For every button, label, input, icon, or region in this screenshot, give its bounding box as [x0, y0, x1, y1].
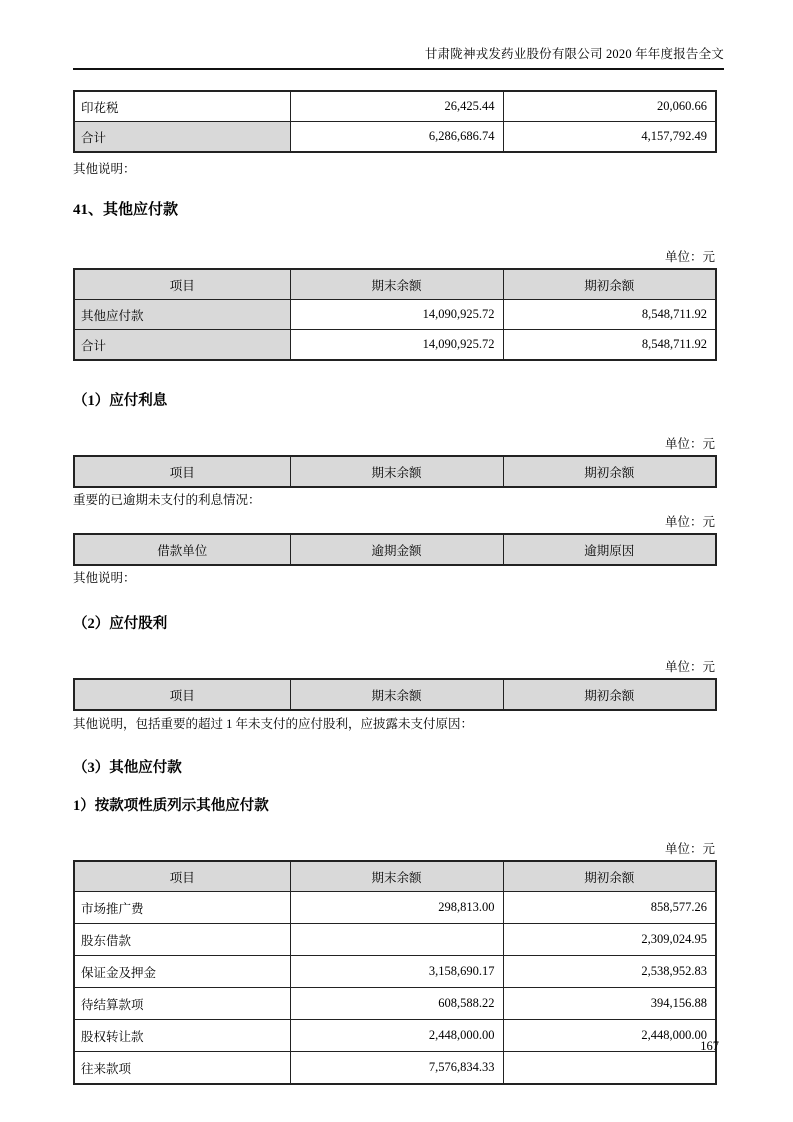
row-opening-cell: 8,548,711.92 — [503, 330, 716, 361]
row-closing-cell: 14,090,925.72 — [290, 330, 503, 361]
row-closing-cell: 2,448,000.00 — [290, 1020, 503, 1052]
row-closing-cell: 6,286,686.74 — [290, 122, 503, 153]
table-row-total — [74, 122, 716, 153]
table-row — [74, 892, 716, 924]
col-opening-header: 期初余额 — [503, 269, 716, 300]
row-closing-cell: 7,576,834.33 — [290, 1052, 503, 1085]
section-41-heading: 41、其他应付款 — [73, 202, 179, 218]
table-row — [74, 956, 716, 988]
row-item-cell: 待结算款项 — [74, 988, 290, 1020]
interest-payable-table — [73, 455, 717, 488]
table-header-row — [74, 269, 716, 300]
row-item-cell: 市场推广费 — [74, 892, 290, 924]
table-header-row — [74, 456, 716, 487]
col-opening-header: 期初余额 — [503, 679, 716, 710]
col-item-header: 项目 — [74, 861, 290, 892]
tax-summary-table — [73, 90, 717, 153]
other-notes-label: 其他说明： — [73, 571, 136, 585]
section-41-3-heading: （3）其他应付款 — [73, 760, 182, 776]
table-row — [74, 1020, 716, 1052]
overdue-interest-table — [73, 533, 717, 566]
dividend-note: 其他说明，包括重要的超过 1 年未支付的应付股利，应披露未支付原因： — [73, 717, 474, 731]
row-item-cell: 其他应付款 — [74, 300, 290, 330]
col-overdue-reason-header: 逾期原因 — [503, 534, 716, 565]
row-item-cell: 股东借款 — [74, 924, 290, 956]
row-opening-cell: 4,157,792.49 — [503, 122, 716, 153]
other-payables-summary-table — [73, 268, 717, 361]
col-borrower-header: 借款单位 — [74, 534, 290, 565]
unit-label: 单位：元 — [664, 250, 715, 264]
row-opening-cell: 2,538,952.83 — [503, 956, 716, 988]
col-closing-header: 期末余额 — [290, 861, 503, 892]
unit-label: 单位：元 — [664, 437, 715, 451]
row-item-cell: 合计 — [74, 122, 290, 153]
other-notes-label: 其他说明： — [73, 162, 136, 176]
col-opening-header: 期初余额 — [503, 861, 716, 892]
other-payables-by-nature-table — [73, 860, 717, 1085]
page-content — [73, 0, 724, 1085]
table-header-row — [74, 679, 716, 710]
row-item-cell: 印花税 — [74, 91, 290, 122]
row-opening-cell: 2,448,000.00 — [503, 1020, 716, 1052]
section-41-3-1-heading: 1）按款项性质列示其他应付款 — [73, 798, 269, 814]
row-closing-cell: 608,588.22 — [290, 988, 503, 1020]
overdue-interest-note: 重要的已逾期未支付的利息情况： — [73, 493, 261, 507]
col-item-header: 项目 — [74, 679, 290, 710]
row-opening-cell: 2,309,024.95 — [503, 924, 716, 956]
col-overdue-amount-header: 逾期金额 — [290, 534, 503, 565]
col-item-header: 项目 — [74, 269, 290, 300]
row-item-cell: 合计 — [74, 330, 290, 361]
row-closing-cell: 298,813.00 — [290, 892, 503, 924]
section-41-1-heading: （1）应付利息 — [73, 393, 168, 409]
unit-label: 单位：元 — [664, 515, 715, 529]
row-closing-cell — [290, 924, 503, 956]
page-number: 167 — [700, 1039, 719, 1053]
table-row — [74, 924, 716, 956]
table-header-row — [74, 861, 716, 892]
table-row — [74, 988, 716, 1020]
unit-label: 单位：元 — [664, 842, 715, 856]
col-opening-header: 期初余额 — [503, 456, 716, 487]
section-41-2-heading: （2）应付股利 — [73, 616, 168, 632]
row-opening-cell — [503, 1052, 716, 1085]
table-row — [74, 300, 716, 330]
table-header-row — [74, 534, 716, 565]
row-opening-cell: 858,577.26 — [503, 892, 716, 924]
table-row — [74, 1052, 716, 1085]
table-row — [74, 91, 716, 122]
row-opening-cell: 394,156.88 — [503, 988, 716, 1020]
dividend-payable-table — [73, 678, 717, 711]
col-closing-header: 期末余额 — [290, 679, 503, 710]
row-item-cell: 保证金及押金 — [74, 956, 290, 988]
row-item-cell: 股权转让款 — [74, 1020, 290, 1052]
unit-label: 单位：元 — [664, 660, 715, 674]
col-item-header: 项目 — [74, 456, 290, 487]
row-closing-cell: 14,090,925.72 — [290, 300, 503, 330]
row-opening-cell: 8,548,711.92 — [503, 300, 716, 330]
header-rule — [73, 68, 724, 70]
row-opening-cell: 20,060.66 — [503, 91, 716, 122]
table-row-total — [74, 330, 716, 361]
col-closing-header: 期末余额 — [290, 456, 503, 487]
col-closing-header: 期末余额 — [290, 269, 503, 300]
running-header: 甘肃陇神戎发药业股份有限公司 2020 年年度报告全文 — [424, 47, 724, 61]
row-item-cell: 往来款项 — [74, 1052, 290, 1085]
row-closing-cell: 3,158,690.17 — [290, 956, 503, 988]
row-closing-cell: 26,425.44 — [290, 91, 503, 122]
